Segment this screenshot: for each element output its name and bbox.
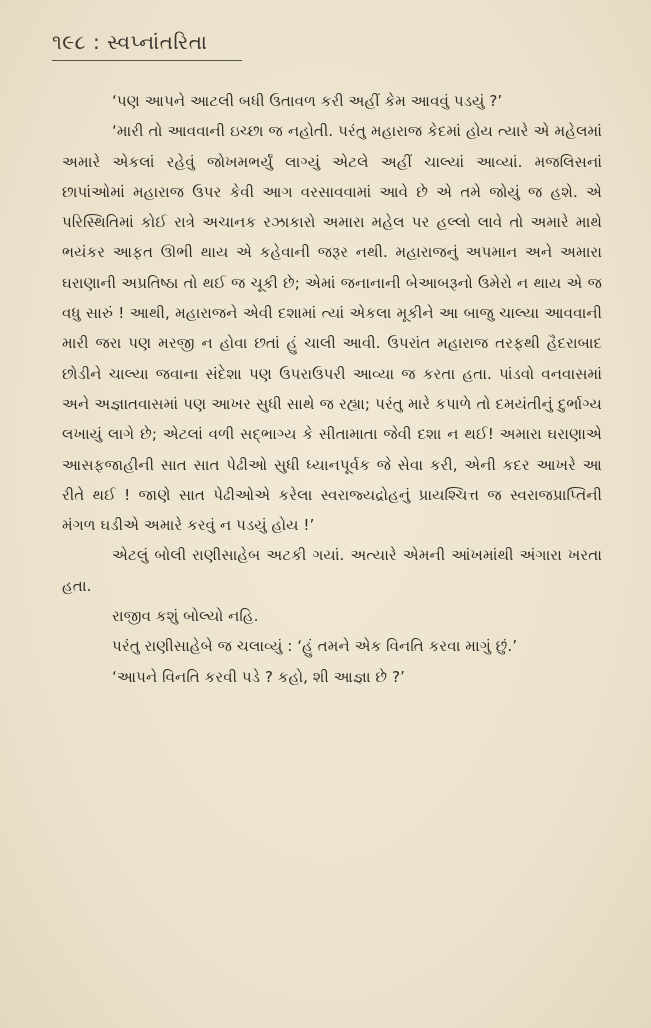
page-number: ૧૯૮ bbox=[52, 30, 87, 54]
paragraph-2: ‘મારી તો આવવાની ઇચ્છા જ નહોતી. પરંતુ મહારાજ કેદમાં હોય ત્યારે એ મહેલમાં અમારે એકલાં રહેવું જોખમભર્યું લાગ્યું એટલે અહીં ચાલ્યાં આવ્યાં. મજલિસનાં છાપાંઓમાં મહારાજ ઉપર કેવી આગ વરસાવવામાં આવે છે એ તમે જોયું જ હશે. એ પરિસ્થિતિમાં કોઈ રાત્રે અચાનક રઝાકારો અમારા મહેલ પર હલ્લો લાવે તો અમારે માથે ભયંકર આફત ઊભી થાય એ કહેવાની જરૂર નથી. મહારાજનું અપમાન અને અમારા ઘરાણાની અપ્રતિષ્ઠા તો થઈ જ ચૂકી છે; એમાં જનાનાની બેઆબરૂનો ઉમેરો ન થાય એ જ વધુ સારું ! આથી, મહારાજને એવી દશામાં ત્યાં એકલા મૂકીને આ બાજુ ચાલ્યા આવવાની મારી જરા પણ મરજી ન હોવા છતાં હું ચાલી આવી. ઉપરાંત મહારાજ તરફથી હૈદરાબાદ છોડીને ચાલ્યા જવાના સંદેશા પણ ઉપરાઉપરી આવ્યા જ કરતા હતા. પાંડવો વનવાસમાં અને અજ્ઞાતવાસમાં પણ આખર સુધી સાથે જ રહ્યા; પરંતુ મારે કપાળે તો દમયંતીનું દુર્ભાગ્ય લખાયું લાગે છે; એટલાં વળી સદ્ભાગ્ય કે સીતામાતા જેવી દશા ન થઈ! અમારા ઘરાણાએ આસફજાહીની સાત સાત પેઢીઓ સુધી ધ્યાનપૂર્વક જે સેવા કરી, એની કદર આખરે આ રીતે થઈ ! જાણે સાત પેઢીઓએ કરેલા સ્વરાજ્યદ્રોહનું પ્રાયશ્ચિત્ત જ સ્વરાજપ્રાપ્તિની મંગળ ઘડીએ અમારે કરવું ન પડયું હોય !’ bbox=[62, 122, 602, 535]
paragraph-3: એટલું બોલી રાણીસાહેબ અટકી ગયાં. અત્યારે એમની આંખમાંથી અંગારા ખરતા હતા. bbox=[62, 546, 602, 595]
header-underline bbox=[52, 60, 242, 61]
page-header bbox=[52, 30, 207, 54]
book-title: સ્વપ્નાંતરિતા bbox=[107, 30, 208, 54]
paragraph-5: પરંતુ રાણીસાહેબે જ ચલાવ્યું : ‘હું તમને એક વિનતિ કરવા માગું છું.’ bbox=[112, 637, 518, 656]
paragraph-4: રાજીવ કશું બોલ્યો નહિ. bbox=[112, 607, 259, 626]
paragraph-1: ‘પણ આપને આટલી બધી ઉતાવળ કરી અહીં કેમ આવવું પડયું ?’ bbox=[112, 92, 503, 110]
header-separator: : bbox=[93, 30, 101, 54]
paragraph-6: ‘આપને વિનતિ કરવી પડે ? કહો, શી આજ્ઞા છે ?’ bbox=[112, 667, 405, 686]
page-body bbox=[62, 86, 602, 692]
